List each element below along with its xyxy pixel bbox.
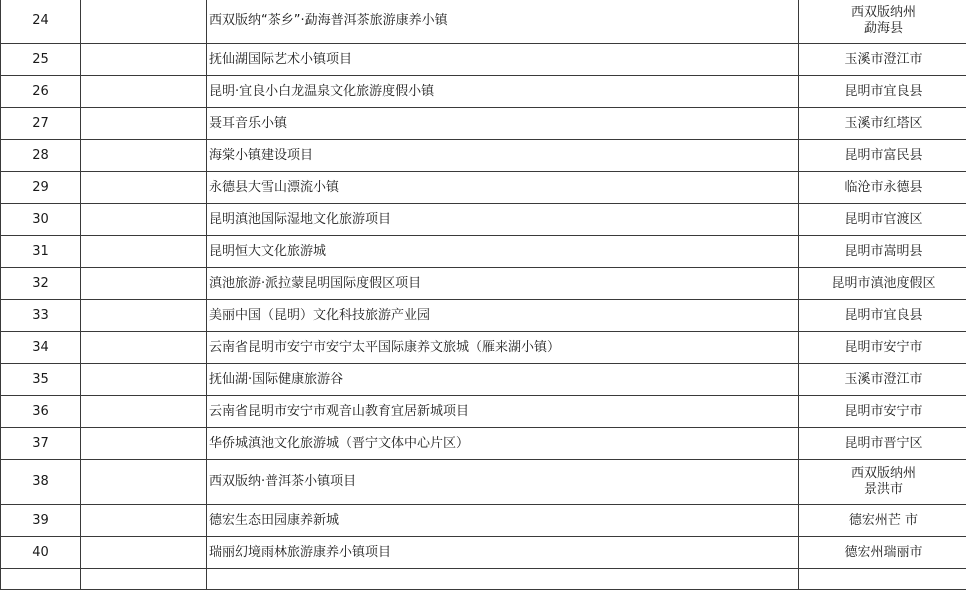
project-name: 华侨城滇池文化旅游城（晋宁文体中心片区） <box>207 428 799 460</box>
table-row <box>1 364 966 396</box>
table-row <box>1 537 966 569</box>
project-name: 滇池旅游·派拉蒙昆明国际度假区项目 <box>207 268 799 300</box>
location-line-1: 玉溪市红塔区 <box>799 116 966 132</box>
row-number: 37 <box>1 428 81 460</box>
project-location <box>799 76 966 108</box>
empty-cell <box>81 0 207 44</box>
project-name: 云南省昆明市安宁市观音山教育宜居新城项目 <box>207 396 799 428</box>
project-location <box>799 460 966 505</box>
location-line-1: 昆明市安宁市 <box>799 340 966 356</box>
project-name: 德宏生态田园康养新城 <box>207 505 799 537</box>
location-line-1: 西双版纳州 <box>799 466 966 482</box>
project-location <box>799 0 966 44</box>
table-row <box>1 140 966 172</box>
empty-cell <box>81 505 207 537</box>
empty-cell <box>81 364 207 396</box>
empty-cell <box>81 537 207 569</box>
empty-cell <box>81 332 207 364</box>
project-location <box>799 108 966 140</box>
table-row <box>1 172 966 204</box>
project-location <box>799 268 966 300</box>
table-row <box>1 108 966 140</box>
project-name: 美丽中国（昆明）文化科技旅游产业园 <box>207 300 799 332</box>
table-row <box>1 204 966 236</box>
project-name: 昆明滇池国际湿地文化旅游项目 <box>207 204 799 236</box>
project-name: 抚仙湖·国际健康旅游谷 <box>207 364 799 396</box>
table-row <box>1 460 966 505</box>
location-line-1: 昆明市安宁市 <box>799 404 966 420</box>
row-number: 39 <box>1 505 81 537</box>
project-name: 昆明·宜良小白龙温泉文化旅游度假小镇 <box>207 76 799 108</box>
location-line-1: 昆明市宜良县 <box>799 308 966 324</box>
project-name: 昆明恒大文化旅游城 <box>207 236 799 268</box>
row-number: 28 <box>1 140 81 172</box>
project-location <box>799 204 966 236</box>
project-location <box>799 236 966 268</box>
project-location <box>799 364 966 396</box>
project-name: 云南省昆明市安宁市安宁太平国际康养文旅城（雁来湖小镇） <box>207 332 799 364</box>
project-location <box>799 505 966 537</box>
location-line-1: 昆明市嵩明县 <box>799 244 966 260</box>
empty-cell <box>81 569 207 590</box>
location-line-1: 玉溪市澄江市 <box>799 372 966 388</box>
project-name: 西双版纳·普洱茶小镇项目 <box>207 460 799 505</box>
project-name: 西双版纳“茶乡”·勐海普洱茶旅游康养小镇 <box>207 0 799 44</box>
row-number: 25 <box>1 44 81 76</box>
project-location <box>799 172 966 204</box>
project-name: 永德县大雪山漂流小镇 <box>207 172 799 204</box>
project-name: 抚仙湖国际艺术小镇项目 <box>207 44 799 76</box>
table-row <box>1 236 966 268</box>
project-name: 海棠小镇建设项目 <box>207 140 799 172</box>
row-number: 34 <box>1 332 81 364</box>
location-line-1: 昆明市富民县 <box>799 148 966 164</box>
location-line-1: 昆明市晋宁区 <box>799 436 966 452</box>
location-line-1: 昆明市滇池度假区 <box>799 276 966 292</box>
location-line-1: 玉溪市澄江市 <box>799 52 966 68</box>
empty-cell <box>799 569 966 590</box>
table-row <box>1 76 966 108</box>
empty-cell <box>207 569 799 590</box>
empty-cell <box>81 172 207 204</box>
table-row <box>1 428 966 460</box>
location-line-1: 德宏州瑞丽市 <box>799 545 966 561</box>
empty-cell <box>81 428 207 460</box>
empty-cell <box>81 236 207 268</box>
empty-cell <box>81 140 207 172</box>
project-location <box>799 44 966 76</box>
project-table-body <box>1 0 966 590</box>
row-number: 29 <box>1 172 81 204</box>
table-row <box>1 44 966 76</box>
partial-next-row <box>0 590 966 596</box>
location-line-1: 临沧市永德县 <box>799 180 966 196</box>
project-name: 聂耳音乐小镇 <box>207 108 799 140</box>
project-location <box>799 537 966 569</box>
table-row <box>1 0 966 44</box>
empty-cell <box>81 460 207 505</box>
empty-cell <box>1 569 81 590</box>
location-line-2: 勐海县 <box>799 21 966 37</box>
project-location <box>799 140 966 172</box>
empty-cell <box>81 268 207 300</box>
location-line-2: 景洪市 <box>799 482 966 498</box>
location-line-1: 西双版纳州 <box>799 5 966 21</box>
project-location <box>799 428 966 460</box>
empty-cell <box>81 396 207 428</box>
empty-cell <box>81 108 207 140</box>
row-number: 24 <box>1 0 81 44</box>
row-number: 38 <box>1 460 81 505</box>
empty-cell <box>81 300 207 332</box>
row-number: 26 <box>1 76 81 108</box>
project-location <box>799 300 966 332</box>
table-row <box>1 505 966 537</box>
row-number: 30 <box>1 204 81 236</box>
row-number: 33 <box>1 300 81 332</box>
table-row <box>1 332 966 364</box>
empty-cell <box>81 44 207 76</box>
project-location <box>799 332 966 364</box>
project-location <box>799 396 966 428</box>
project-name: 瑞丽幻境雨林旅游康养小镇项目 <box>207 537 799 569</box>
table-row <box>1 268 966 300</box>
empty-cell <box>81 76 207 108</box>
row-number: 32 <box>1 268 81 300</box>
table-row <box>1 300 966 332</box>
row-number: 35 <box>1 364 81 396</box>
row-number: 36 <box>1 396 81 428</box>
row-number: 27 <box>1 108 81 140</box>
table-row <box>1 396 966 428</box>
row-number: 40 <box>1 537 81 569</box>
row-number: 31 <box>1 236 81 268</box>
location-line-1: 德宏州芒 市 <box>799 513 966 529</box>
location-line-1: 昆明市宜良县 <box>799 84 966 100</box>
location-line-1: 昆明市官渡区 <box>799 212 966 228</box>
empty-cell <box>81 204 207 236</box>
table-row-partial <box>1 569 966 590</box>
